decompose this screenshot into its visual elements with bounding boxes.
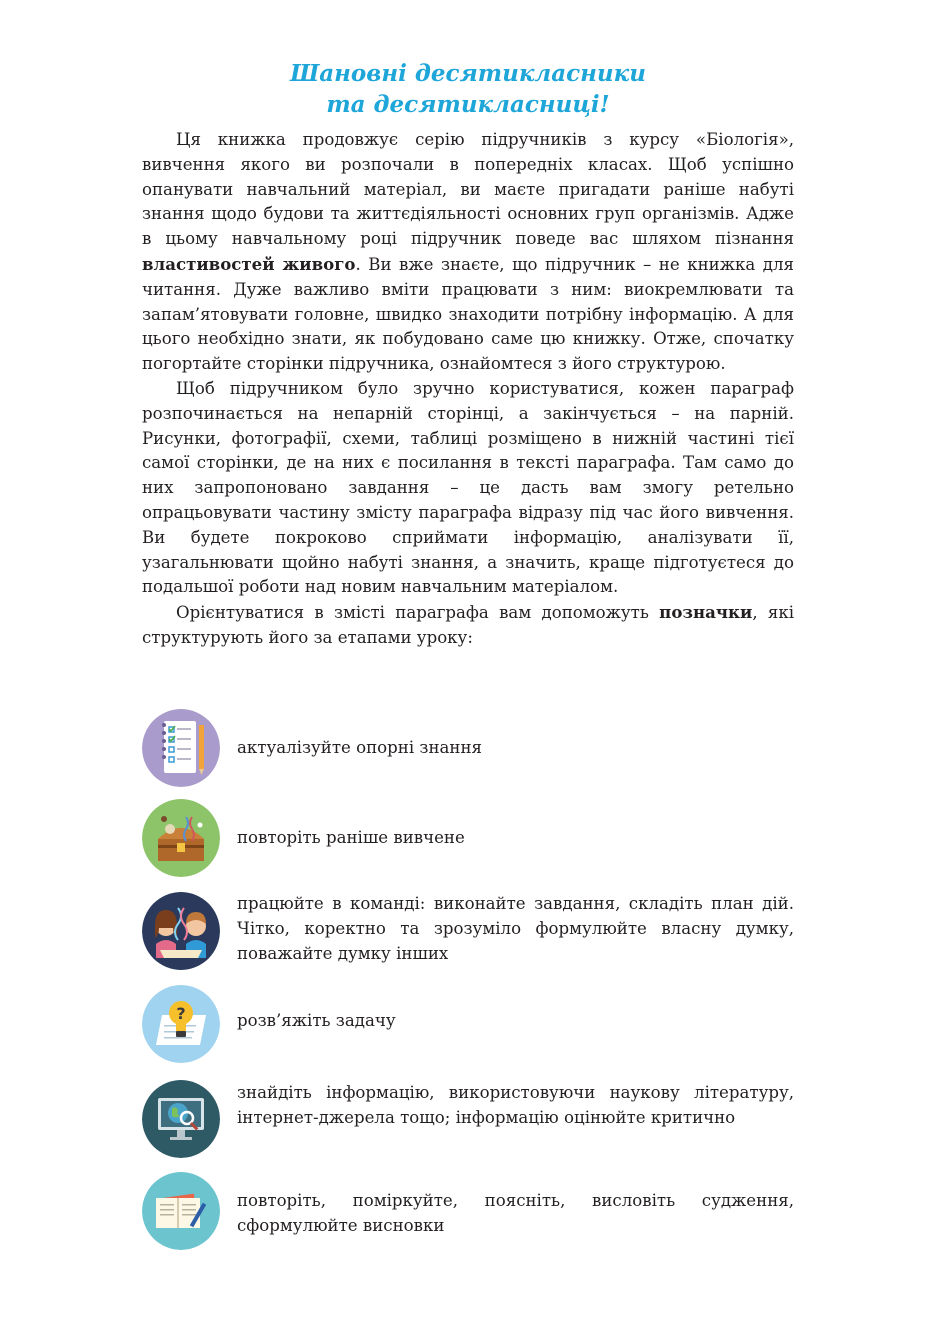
- intro-p3-text-b: , які структурують його за етапами уроку:: [142, 603, 795, 647]
- legend-text-5: знайдіть інформацію, використовуючи наукову літературу, інтернет-джерела тощо; інформацію оцінюйте критично: [237, 1083, 794, 1127]
- intro-p1-bold: властивостей живого: [142, 253, 356, 274]
- title-line-2: та десятикласниці!: [326, 91, 610, 118]
- computer-search-globe-icon: [142, 1080, 220, 1158]
- title-line-1: Шановні десятикласники: [290, 60, 646, 87]
- intro-paragraph-1: [142, 128, 794, 377]
- lightbulb-question-icon: [142, 985, 220, 1063]
- legend-text-2: повторіть раніше вивчене: [237, 828, 465, 847]
- notebook-pen-icon: [142, 1172, 220, 1250]
- legend-text-4: розв’яжіть задачу: [237, 1011, 396, 1030]
- intro-paragraph-2: Щоб підручником було зручно користуватися, кожен параграф розпочинається на непарній сторінці, а закінчується – на парній. Рисунки, фотографії, схеми, таблиці розміщено в нижній частині тієї самої сторінки, де на них є посилання в тексті параграфа. Там само до них запропоновано завдання – це дасть вам змогу ретельно опрацьовувати частину змісту параграфа відразу під час його вивчення. Ви будете покроково сприймати інформацію, аналізувати її, узагальнювати щойно набуті знання, а значить, краще підготуєтеся до подальшої роботи над новим навчальним матеріалом.: [142, 378, 794, 597]
- legend-text-3: працюйте в команді: виконайте завдання, складіть план дій. Чітко, коректно та зрозуміло формулюйте власну думку, поважайте думку інших: [237, 894, 794, 963]
- legend-text-6: повторіть, поміркуйте, поясніть, висловіть судження, сформулюйте висновки: [237, 1191, 794, 1235]
- intro-p1-text-a: Ця книжка продовжує серію підручників з курсу «Біологія», вивчення якого ви розпочали в попередніх класах. Щоб успішно опанувати навчальний матеріал, ви маєте пригадати раніше набуті знання щодо будови та життєдіяльності основних груп організмів. Адже в цьому навчальному році підручник поведе вас шляхом пізнання: [142, 130, 794, 249]
- team-students-dna-icon: [142, 892, 220, 970]
- intro-p3-text-a: Орієнтуватися в змісті параграфа вам допоможуть: [176, 603, 660, 623]
- intro-paragraph-3: [142, 600, 794, 651]
- page-title: [142, 58, 794, 120]
- treasure-chest-icon: [142, 799, 220, 877]
- svg-text:?: ?: [176, 1004, 186, 1023]
- legend-text-1: актуалізуйте опорні знання: [237, 738, 482, 757]
- intro-text: [142, 128, 794, 651]
- intro-p1-text-b: . Ви вже знаєте, що підручник – не книжка для читання. Дуже важливо вміти працювати з ним: виокремлювати та запам’ятовувати головне, швидко знаходити потрібну інформацію. А для цього необхідно знати, як побудовано саме цю книжку. Отже, спочатку погортайте сторінки підручника, ознайомтеся з його структурою.: [142, 254, 794, 374]
- intro-p3-bold: позначки: [659, 602, 753, 623]
- checklist-notebook-icon: [142, 709, 220, 787]
